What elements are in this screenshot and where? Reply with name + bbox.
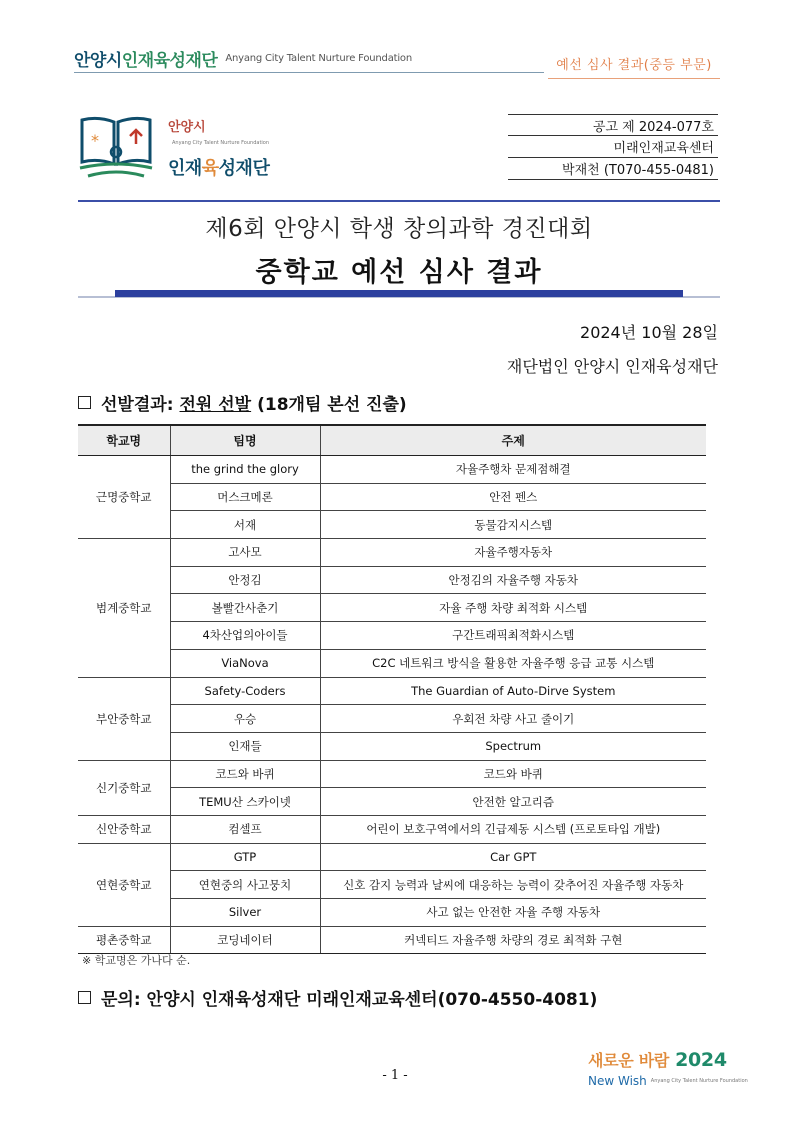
column-header-topic: 주제 [320, 425, 706, 456]
slogan-en-caption: Anyang City Talent Nurture Foundation [650, 1078, 748, 1084]
table-row [78, 871, 706, 899]
school-cell: 신기중학교 [78, 760, 170, 815]
document-type-label: 예선 심사 결과(중등 부문) [548, 48, 720, 79]
team-cell: 볼빨간사춘기 [170, 594, 320, 622]
table-row [78, 815, 706, 843]
notice-contact: 박재천 (T070-455-0481) [508, 158, 718, 180]
topic-cell: C2C 네트워크 방식을 활용한 자율주행 응급 교통 시스템 [320, 649, 706, 677]
header-brand [74, 46, 412, 70]
topic-cell: 안전한 알고리즘 [320, 788, 706, 816]
checkbox-bullet-icon [78, 396, 91, 409]
team-cell: 코드와 바퀴 [170, 760, 320, 788]
header-brand-ko-2: 인재육성재단 [121, 50, 218, 71]
table-row [78, 732, 706, 760]
team-cell: Silver [170, 899, 320, 927]
topic-cell: Spectrum [320, 732, 706, 760]
team-cell: 인재들 [170, 732, 320, 760]
page-number: - 1 - [382, 1068, 408, 1083]
logo-line2-part1: 인재 [168, 158, 202, 179]
table-row [78, 456, 706, 484]
topic-cell: 안전 펜스 [320, 483, 706, 511]
team-cell: 서재 [170, 511, 320, 539]
logo-line2-part2: 육 [201, 158, 219, 179]
team-cell: 연현중의 사고뭉치 [170, 871, 320, 899]
team-cell: 머스크메론 [170, 483, 320, 511]
team-cell: 4차산업의아이들 [170, 622, 320, 650]
section-suffix: (18개팀 본선 진출) [257, 394, 407, 415]
results-table [78, 424, 706, 954]
table-row [78, 677, 706, 705]
team-cell: TEMU산 스카이넷 [170, 788, 320, 816]
school-cell: 범계중학교 [78, 539, 170, 677]
slogan-en: New Wish [588, 1074, 647, 1088]
table-row [78, 760, 706, 788]
table-row [78, 649, 706, 677]
slogan-line2 [588, 1074, 748, 1088]
header-brand-ko-1: 안양시 [74, 50, 122, 71]
checkbox-bullet-icon [78, 991, 91, 1004]
topic-cell: The Guardian of Auto-Dirve System [320, 677, 706, 705]
topic-cell: 동물감지시스템 [320, 511, 706, 539]
table-row [78, 539, 706, 567]
topic-cell: 안정김의 자율주행 자동차 [320, 566, 706, 594]
page-title: 중학교 예선 심사 결과 [255, 257, 543, 288]
topic-cell: 신호 감지 능력과 날씨에 대응하는 능력이 갖추어진 자율주행 자동차 [320, 871, 706, 899]
logo-line1 [168, 116, 298, 150]
team-cell: 우승 [170, 705, 320, 733]
section-emphasis: 전원 선발 [179, 394, 252, 415]
table-header-row [78, 425, 706, 456]
book-logo-icon [78, 114, 154, 180]
issuing-organization: 재단법인 안양시 인재육성재단 [506, 357, 718, 376]
logo-city-name: 안양시 [168, 120, 206, 135]
svg-text:*: * [91, 131, 99, 150]
notice-center: 미래인재교육센터 [508, 136, 718, 158]
topic-cell: 코드와 바퀴 [320, 760, 706, 788]
school-cell: 부안중학교 [78, 677, 170, 760]
topic-cell: Car GPT [320, 843, 706, 871]
title-rule-thick [115, 290, 683, 297]
school-cell: 연현중학교 [78, 843, 170, 926]
column-header-school: 학교명 [78, 425, 170, 456]
topic-cell: 어린이 보호구역에서의 긴급제동 시스템 (프로토타입 개발) [320, 815, 706, 843]
table-row [78, 566, 706, 594]
slogan-line1 [588, 1048, 728, 1071]
topic-cell: 구간트래픽최적화시스템 [320, 622, 706, 650]
topic-cell: 커넥티드 자율주행 차량의 경로 최적화 구현 [320, 926, 706, 954]
notice-info-box [508, 114, 718, 180]
school-cell: 평촌중학교 [78, 926, 170, 954]
column-header-team: 팀명 [170, 425, 320, 456]
table-row [78, 926, 706, 954]
topic-cell: 사고 없는 안전한 자율 주행 자동차 [320, 899, 706, 927]
event-title: 제6회 안양시 학생 창의과학 경진대회 [205, 216, 593, 242]
team-cell: 고사모 [170, 539, 320, 567]
table-row [78, 622, 706, 650]
school-cell: 근명중학교 [78, 456, 170, 539]
section-prefix: 선발결과: [101, 394, 174, 415]
team-cell: 코딩네이터 [170, 926, 320, 954]
slogan-ko: 새로운 바람 [588, 1051, 670, 1070]
team-cell: the grind the glory [170, 456, 320, 484]
team-cell: GTP [170, 843, 320, 871]
slogan-year: 2024 [675, 1049, 727, 1071]
topic-cell: 자율주행차 문제점해결 [320, 456, 706, 484]
table-row [78, 788, 706, 816]
footnote: ※ 학교명은 가나다 순. [82, 954, 191, 967]
announcement-date: 2024년 10월 28일 [580, 323, 718, 342]
slogan-logo [588, 1048, 748, 1088]
notice-number: 공고 제 2024-077호 [508, 114, 718, 136]
logo-line2 [168, 154, 298, 180]
results-table-body [78, 456, 706, 954]
logo-english-caption: Anyang City Talent Nurture Foundation [172, 139, 270, 146]
team-cell: 컴셀프 [170, 815, 320, 843]
header-rule [78, 200, 720, 202]
table-row [78, 843, 706, 871]
foundation-logo [78, 114, 278, 180]
table-row [78, 483, 706, 511]
table-row [78, 705, 706, 733]
team-cell: ViaNova [170, 649, 320, 677]
header-brand-en: Anyang City Talent Nurture Foundation [225, 52, 412, 64]
school-cell: 신안중학교 [78, 815, 170, 843]
selection-result-heading [78, 391, 407, 413]
topic-cell: 자율주행자동차 [320, 539, 706, 567]
logo-line2-part3: 성재단 [218, 158, 270, 179]
topic-cell: 자율 주행 차량 최적화 시스템 [320, 594, 706, 622]
team-cell: Safety-Coders [170, 677, 320, 705]
header-divider [74, 72, 544, 73]
team-cell: 안정김 [170, 566, 320, 594]
contact-text: 문의: 안양시 인재육성재단 미래인재교육센터(070-4550-4081) [101, 989, 598, 1010]
topic-cell: 우회전 차량 사고 줄이기 [320, 705, 706, 733]
table-row [78, 594, 706, 622]
table-row [78, 899, 706, 927]
table-row [78, 511, 706, 539]
logo-wordmark [168, 116, 298, 180]
contact-heading [78, 986, 597, 1008]
header-brand-ko [74, 46, 217, 71]
